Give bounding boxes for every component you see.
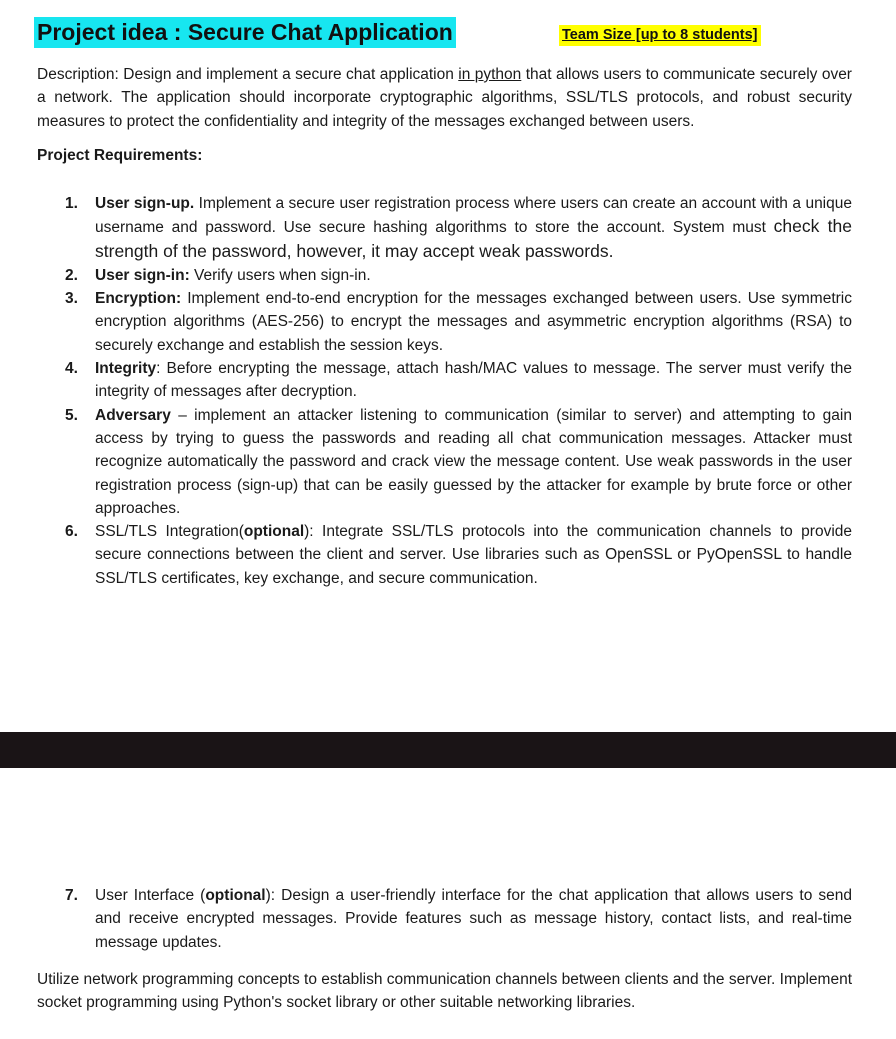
requirement-text: Implement end-to-end encryption for the messages exchanged between users. Use symmetric encryption algorithms (AES-256) to encrypt the messages and asymmetric encryption algorithms (RSA) to securely exchange and establish the session keys. [95, 290, 852, 354]
requirement-heading: optional [205, 887, 266, 904]
requirement-number: 7. [65, 887, 78, 904]
page-title: Project idea : Secure Chat Application [34, 17, 456, 48]
team-size-label: Team Size [up to 8 students] [559, 25, 761, 46]
requirement-text: Verify users when sign-in. [189, 266, 371, 284]
requirement-prefix: User Interface ( [95, 887, 206, 904]
requirements-list [65, 192, 852, 590]
description-python-underlined: in python [458, 66, 522, 83]
requirement-text: – implement an attacker listening to communication (similar to server) and attempting to gain access by trying to guess the passwords and reading all chat communication messages. Attacker must recognize automatically the password and crack view the message content. Use weak passwords in the user registration process (sign-up) that can be easily guessed by the attacker for example by brute force or other approaches. [95, 406, 852, 517]
requirement-number: 2. [65, 266, 78, 284]
requirement-text: Implement a secure user registration process where users can create an account with a unique username and password. Use secure hashing algorithms to store the account. System must [95, 195, 852, 237]
requirement-prefix: SSL/TLS Integration( [95, 523, 244, 541]
requirement-number: 1. [65, 195, 78, 212]
document-page-bottom [0, 768, 896, 1039]
requirement-number: 4. [65, 360, 78, 378]
requirement-item-3 [65, 287, 852, 357]
requirement-item-2 [65, 264, 852, 287]
requirement-heading: Integrity [95, 360, 157, 378]
requirements-list-continued [65, 884, 852, 954]
requirement-text: ): Design a user-friendly interface for the chat application that allows users to send and receive encrypted messages. Provide features such as message history, contact lists, and real-time message updates. [95, 887, 852, 951]
requirement-heading: Adversary [95, 406, 171, 424]
requirement-text-large: check the strength of the password, however, it may accept weak passwords. [95, 216, 852, 261]
requirement-item-4 [65, 357, 852, 404]
requirement-number: 3. [65, 290, 78, 308]
description-prefix: Description: Design and implement a secure chat application [37, 66, 459, 83]
requirement-item-7 [65, 884, 852, 954]
requirement-item-6 [65, 520, 852, 590]
requirement-number: 6. [65, 523, 78, 541]
requirement-heading: User sign-in: [95, 266, 190, 284]
requirement-text: ): Integrate SSL/TLS protocols into the communication channels to provide secure connections between the client and server. Use libraries such as OpenSSL or PyOpenSSL to handle SSL/TLS certificates, key exchange, and secure communication. [95, 523, 853, 587]
requirement-item-1 [65, 192, 852, 264]
description-paragraph [37, 63, 852, 133]
requirement-heading: Encryption: [95, 290, 182, 308]
requirement-heading: User sign-up. [95, 195, 195, 212]
description-suffix: that allows users to communicate securely over a network. The application should incorporate cryptographic algorithms, SSL/TLS protocols, and robust security measures to protect the confidentiality and integrity of the messages exchanged between users. [37, 66, 852, 130]
requirement-heading: optional [243, 523, 305, 541]
page-separator-band [0, 732, 896, 768]
requirement-item-5 [65, 404, 852, 520]
closing-paragraph: Utilize network programming concepts to establish communication channels between clients and the server. Implement socket programming using Python's socket library or other suitable networking libraries. [37, 971, 853, 1012]
requirements-heading: Project Requirements: [37, 147, 203, 164]
requirement-text: : Before encrypting the message, attach hash/MAC values to message. The server must verify the integrity of messages after decryption. [95, 360, 852, 401]
requirement-number: 5. [65, 406, 78, 424]
